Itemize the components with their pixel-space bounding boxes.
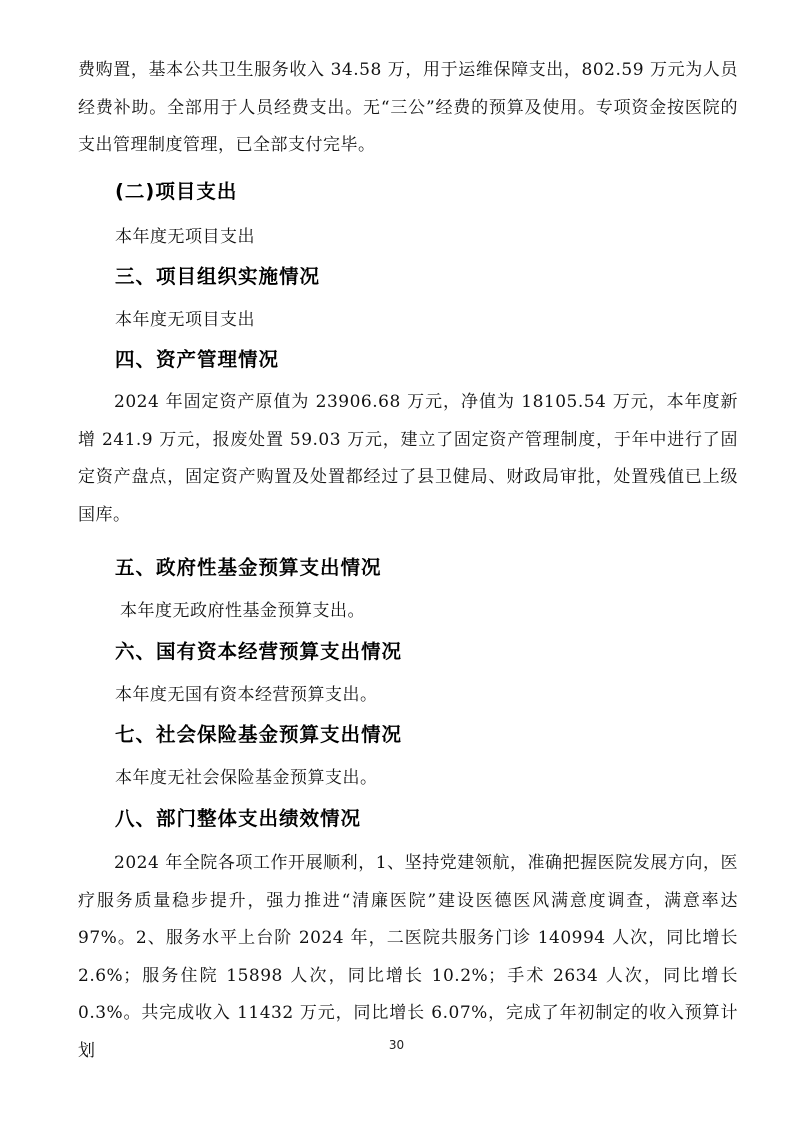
heading-social-insurance-budget: 七、社会保险基金预算支出情况	[115, 723, 403, 746]
heading-project-expenditure: (二)项目支出	[115, 180, 238, 203]
paragraph-funding-usage: 费购置，基本公共卫生服务收入 34.58 万，用于运维保障支出，802.59 万元为人员经费补助。全部用于人员经费支出。无“三公”经费的预算及使用。专项资金按医院的支出管理制度管理，已全部支付完毕。	[78, 60, 738, 155]
text-no-gov-fund: 本年度无政府性基金预算支出。	[120, 601, 365, 621]
heading-gov-fund-budget: 五、政府性基金预算支出情况	[115, 556, 382, 579]
text-no-project-expenditure: 本年度无项目支出	[115, 227, 255, 247]
heading-asset-management: 四、资产管理情况	[115, 348, 280, 371]
heading-project-implementation: 三、项目组织实施情况	[115, 265, 321, 288]
paragraph-asset-management: 2024 年固定资产原值为 23906.68 万元，净值为 18105.54 万元，本年度新增 241.9 万元，报废处置 59.03 万元，建立了固定资产管理制度，于年中进行了固定资产盘点，固定资产购置及处置都经过了县卫健局、财政局审批，处置残值已上级国库。	[78, 392, 738, 525]
paragraph-overall-performance: 2024 年全院各项工作开展顺利，1、坚持党建领航，准确把握医院发展方向，医疗服务质量稳步提升，强力推进“清廉医院”建设医德医风满意度调查，满意率达 97%。2、服务水平上台阶 2024 年，二医院共服务门诊 140994 人次，同比增长 2.6%；服务住院 15898 人次，同比增长 10.2%；手术 2634 人次，同比增长 0.3%。共完成收入 11432 万元，同比增长 6.07%，完成了年初制定的收入预算计划	[78, 853, 738, 1061]
text-no-social-insurance: 本年度无社会保险基金预算支出。	[115, 768, 378, 788]
text-no-state-capital: 本年度无国有资本经营预算支出。	[115, 685, 378, 705]
page-number: 30	[388, 1038, 405, 1052]
text-no-project-expenditure-2: 本年度无项目支出	[115, 310, 255, 330]
heading-overall-performance: 八、部门整体支出绩效情况	[115, 807, 362, 830]
heading-state-capital-budget: 六、国有资本经营预算支出情况	[115, 640, 403, 663]
